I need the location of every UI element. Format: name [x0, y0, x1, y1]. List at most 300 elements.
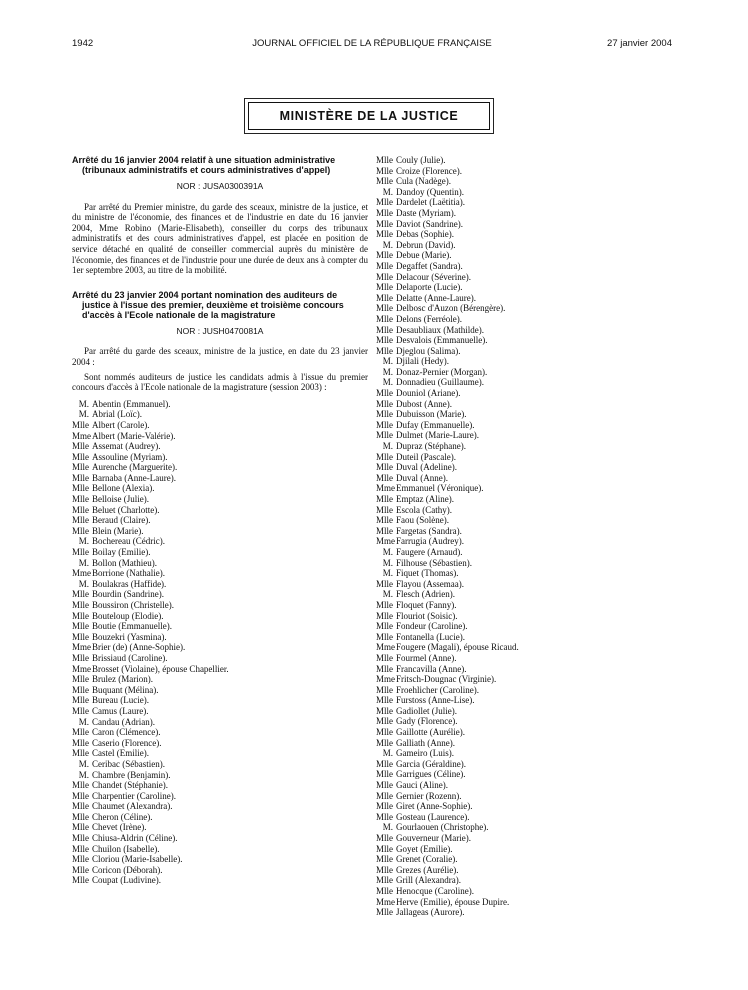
list-item — [72, 642, 368, 653]
civility: M. — [382, 822, 393, 833]
person-name: Delaporte (Lucie). — [396, 282, 463, 293]
list-item — [72, 526, 368, 537]
civility: Mlle — [376, 430, 393, 441]
civility: Mlle — [376, 790, 393, 801]
list-item — [72, 611, 368, 622]
list-item — [376, 589, 666, 600]
civility: Mlle — [72, 780, 89, 791]
person-name: Caron (Clémence). — [92, 727, 161, 738]
civility: Mlle — [72, 652, 89, 663]
civility: Mlle — [376, 610, 393, 621]
list-item — [72, 579, 368, 590]
person-name: Goyet (Emilie). — [396, 843, 453, 854]
civility: Mlle — [376, 684, 393, 695]
person-name: Fougere (Magali), épouse Ricaud. — [396, 642, 519, 653]
list-item — [72, 854, 368, 865]
civility: Mlle — [72, 494, 89, 505]
person-name: Escola (Cathy). — [396, 504, 452, 515]
person-name: Fargetas (Sandra). — [396, 525, 462, 536]
person-name: Delons (Ferréole). — [396, 313, 462, 324]
civility: Mlle — [376, 260, 393, 271]
person-name: Delatte (Anne-Laure). — [396, 292, 476, 303]
person-name: Albert (Carole). — [92, 419, 150, 430]
person-name: Castel (Emilie). — [92, 748, 149, 759]
person-name: Degaffet (Sandra). — [396, 260, 463, 271]
person-name: Djeglou (Salima). — [396, 345, 461, 356]
list-item — [376, 695, 666, 706]
person-name: Desaubliaux (Mathilde). — [396, 324, 484, 335]
names-list-right — [376, 155, 666, 918]
article1-body: Par arrêté du Premier ministre, du garde des sceaux, ministre de la justice, et du ministre de l'économie, des finances et de l'industrie en date du 16 janvier 2004, Mme Robino (Marie-Elisabeth), conseiller du corps des tribunaux administratifs et des cours administratives d'appel, est placée en position de service détaché en qualité de conseiller commercial auprès du ministère de l'économie, des finances et de l'industrie pour une durée de deux ans à compter du 1er septembre 2003, au titre de la mobilité. — [72, 201, 368, 276]
civility: Mme — [72, 568, 91, 579]
person-name: Cheron (Céline). — [92, 811, 153, 822]
civility: Mlle — [376, 885, 393, 896]
person-name: Garcia (Géraldine). — [396, 758, 466, 769]
list-item — [376, 430, 666, 441]
civility: M. — [382, 366, 393, 377]
person-name: Grezes (Aurélie). — [396, 864, 459, 875]
civility: Mlle — [72, 833, 89, 844]
list-item — [72, 727, 368, 738]
civility: Mme — [376, 536, 395, 547]
civility: Mlle — [376, 451, 393, 462]
article1-title: Arrêté du 16 janvier 2004 relatif à une situation administrative (tribunaux administratifs et cours administratives d'appel) — [72, 155, 336, 175]
page-header — [72, 38, 672, 52]
civility: Mlle — [376, 864, 393, 875]
civility: Mlle — [72, 790, 89, 801]
person-name: Dufay (Emmanuelle). — [396, 419, 475, 430]
civility: M. — [382, 568, 393, 579]
person-name: Donnadieu (Guillaume). — [396, 377, 484, 388]
left-column — [72, 155, 368, 886]
civility: Mlle — [72, 705, 89, 716]
person-name: Coupat (Ludivine). — [92, 875, 161, 886]
civility: Mlle — [376, 345, 393, 356]
person-name: Borrione (Nathalie). — [92, 568, 165, 579]
list-item — [72, 780, 368, 791]
list-item — [376, 536, 666, 547]
civility: M. — [78, 758, 89, 769]
person-name: Flayou (Assemaa). — [396, 578, 464, 589]
list-item — [72, 844, 368, 855]
list-item — [376, 611, 666, 622]
person-name: Camus (Laure). — [92, 705, 149, 716]
list-item — [376, 526, 666, 537]
civility: Mlle — [376, 854, 393, 865]
person-name: Candau (Adrian). — [92, 716, 155, 727]
person-name: Bollon (Mathieu). — [92, 557, 157, 568]
right-column — [376, 155, 666, 918]
person-name: Couly (Julie). — [396, 155, 446, 165]
civility: M. — [382, 748, 393, 759]
civility: Mlle — [376, 229, 393, 240]
civility: Mlle — [376, 631, 393, 642]
list-item — [72, 770, 368, 781]
civility: M. — [78, 578, 89, 589]
civility: Mlle — [72, 875, 89, 886]
person-name: Galliath (Anne). — [396, 737, 455, 748]
list-item — [376, 229, 666, 240]
list-item — [72, 875, 368, 886]
person-name: Emmanuel (Véronique). — [396, 483, 484, 494]
person-name: Chambre (Benjamin). — [92, 769, 171, 780]
civility: Mlle — [376, 271, 393, 282]
article2-nor: NOR : JUSH0470081A — [176, 325, 264, 336]
person-name: Donaz-Pernier (Morgan). — [396, 366, 488, 377]
person-name: Aurenche (Marguerite). — [92, 462, 178, 473]
person-name: Daste (Myriam). — [396, 207, 456, 218]
list-item — [376, 187, 666, 198]
person-name: Chandet (Stéphanie). — [92, 780, 168, 791]
person-name: Duteil (Pascale). — [396, 451, 456, 462]
civility: Mlle — [376, 780, 393, 791]
list-item — [376, 420, 666, 431]
list-item — [72, 409, 368, 420]
person-name: Assemat (Audrey). — [92, 441, 161, 452]
list-item — [376, 547, 666, 558]
list-item — [376, 250, 666, 261]
person-name: Faugere (Arnaud). — [396, 546, 463, 557]
list-item — [376, 176, 666, 187]
article1-nor: NOR : JUSA0300391A — [176, 181, 264, 191]
list-item — [72, 748, 368, 759]
person-name: Faou (Solène). — [396, 515, 449, 526]
person-name: Delacour (Séverine). — [396, 271, 471, 282]
person-name: Brulez (Marion). — [92, 674, 153, 685]
person-name: Debrun (David). — [396, 239, 456, 250]
civility: Mlle — [72, 695, 89, 706]
list-item — [72, 473, 368, 484]
list-item — [72, 494, 368, 505]
civility: Mlle — [72, 600, 89, 610]
person-name: Henocque (Caroline). — [396, 885, 474, 896]
list-item — [376, 812, 666, 823]
list-item — [72, 505, 368, 516]
list-item — [376, 685, 666, 696]
list-item — [72, 685, 368, 696]
list-item — [376, 558, 666, 569]
civility: Mlle — [72, 801, 89, 812]
person-name: Albert (Marie-Valérie). — [92, 430, 176, 441]
person-name: Dubost (Anne). — [396, 398, 452, 409]
person-name: Garrigues (Céline). — [396, 769, 466, 780]
civility: Mlle — [376, 833, 393, 843]
list-item — [376, 632, 666, 643]
person-name: Gady (Florence). — [396, 716, 458, 727]
article2-body2: Sont nommés auditeurs de justice les candidats admis à l'issue du premier concours d'accès à l'Ecole nationale de la magistrature (session 2003) : — [72, 371, 368, 393]
civility: Mme — [376, 896, 395, 907]
civility: Mlle — [72, 610, 89, 621]
ministry-title-box — [244, 98, 494, 134]
list-item — [376, 452, 666, 463]
person-name: Boutie (Emmanuelle). — [92, 621, 172, 632]
civility: Mlle — [72, 589, 89, 600]
list-item — [376, 706, 666, 717]
civility: Mme — [72, 663, 91, 674]
list-item — [376, 759, 666, 770]
list-item — [376, 483, 666, 494]
ministry-title-frame — [248, 102, 490, 130]
person-name: Charpentier (Caroline). — [92, 790, 176, 801]
person-name: Dubuisson (Marie). — [396, 409, 467, 420]
civility: Mlle — [376, 599, 393, 610]
list-item — [376, 822, 666, 833]
list-item — [376, 399, 666, 410]
civility: Mlle — [376, 758, 393, 769]
list-item — [376, 367, 666, 378]
issue-date: 27 janvier 2004 — [607, 38, 672, 49]
civility: Mlle — [376, 621, 393, 632]
person-name: Froehlicher (Caroline). — [396, 684, 479, 695]
person-name: Delbosc d'Auzon (Bérengère). — [396, 303, 506, 314]
list-item — [376, 621, 666, 632]
civility: Mlle — [376, 494, 393, 504]
list-item — [376, 833, 666, 844]
list-item — [376, 293, 666, 304]
civility: M. — [78, 769, 89, 780]
civility: Mlle — [376, 409, 393, 420]
list-item — [72, 558, 368, 569]
person-name: Boulakras (Haffide). — [92, 578, 167, 589]
person-name: Grill (Alexandra). — [396, 875, 461, 886]
person-name: Chuilon (Isabelle). — [92, 843, 160, 854]
list-item — [72, 536, 368, 547]
list-item — [72, 812, 368, 823]
civility: Mlle — [72, 811, 89, 822]
civility: Mlle — [72, 483, 89, 494]
person-name: Brosset (Violaine), épouse Chapellier. — [92, 663, 229, 674]
list-item — [376, 780, 666, 791]
civility: Mlle — [72, 631, 89, 642]
civility: Mlle — [72, 451, 89, 462]
list-item — [72, 653, 368, 664]
civility: Mlle — [376, 843, 393, 854]
list-item — [72, 664, 368, 675]
person-name: Buquant (Mélina). — [92, 684, 159, 695]
person-name: Ceribac (Sébastien). — [92, 758, 165, 769]
civility: Mme — [376, 483, 395, 494]
civility: Mlle — [72, 504, 89, 515]
person-name: Djilali (Hedy). — [396, 356, 449, 367]
person-name: Gadiollet (Julie). — [396, 705, 457, 716]
civility: Mlle — [376, 769, 393, 780]
civility: M. — [78, 536, 89, 547]
person-name: Belloise (Julie). — [92, 494, 149, 505]
person-name: Blein (Marie). — [92, 525, 144, 536]
person-name: Giret (Anne-Sophie). — [396, 801, 473, 812]
list-item — [376, 356, 666, 367]
civility: M. — [78, 409, 89, 420]
person-name: Gernier (Rozenn). — [396, 790, 462, 801]
list-item — [376, 653, 666, 664]
civility: Mlle — [376, 303, 393, 314]
civility: Mlle — [376, 504, 393, 515]
list-item — [72, 738, 368, 749]
list-item — [376, 664, 666, 675]
list-item — [376, 579, 666, 590]
list-item — [376, 727, 666, 738]
list-item — [376, 303, 666, 314]
list-item — [376, 844, 666, 855]
person-name: Dulmet (Marie-Laure). — [396, 430, 479, 441]
list-item — [376, 473, 666, 484]
list-item — [376, 875, 666, 886]
list-item — [376, 642, 666, 653]
list-item — [376, 886, 666, 897]
civility: Mlle — [376, 419, 393, 430]
civility: Mlle — [376, 292, 393, 303]
person-name: Caserio (Florence). — [92, 737, 162, 748]
civility: Mlle — [376, 388, 393, 399]
civility: Mlle — [376, 165, 393, 176]
civility: Mlle — [376, 207, 393, 218]
list-item — [376, 568, 666, 579]
civility: Mlle — [72, 684, 89, 695]
list-item — [72, 706, 368, 717]
civility: M. — [382, 377, 393, 388]
list-item — [72, 441, 368, 452]
civility: Mlle — [376, 176, 393, 187]
person-name: Beraud (Claire). — [92, 515, 151, 526]
page-number: 1942 — [72, 38, 94, 49]
civility: M. — [382, 441, 393, 452]
civility: Mlle — [376, 324, 393, 335]
list-item — [376, 197, 666, 208]
civility: Mlle — [376, 250, 393, 261]
person-name: Croize (Florence). — [396, 165, 462, 176]
person-name: Chiusa-Aldrin (Céline). — [92, 833, 178, 844]
list-item — [376, 462, 666, 473]
person-name: Grenet (Coralie). — [396, 854, 458, 865]
civility: Mlle — [72, 737, 89, 748]
list-item — [376, 494, 666, 505]
civility: Mlle — [376, 875, 393, 886]
civility: Mlle — [72, 515, 89, 526]
list-item — [376, 441, 666, 452]
civility: Mlle — [376, 282, 393, 293]
list-item — [376, 716, 666, 727]
civility: Mlle — [376, 652, 393, 663]
list-item — [376, 600, 666, 611]
list-item — [72, 600, 368, 611]
list-item — [72, 791, 368, 802]
person-name: Gaillotte (Aurélie). — [396, 727, 465, 738]
civility: Mlle — [72, 525, 89, 536]
list-item — [376, 208, 666, 219]
civility: Mlle — [376, 525, 393, 536]
civility: Mlle — [72, 822, 89, 833]
person-name: Emptaz (Aline). — [396, 494, 454, 504]
list-item — [376, 219, 666, 230]
list-item — [376, 282, 666, 293]
person-name: Gosteau (Laurence). — [396, 811, 470, 822]
civility: M. — [382, 186, 393, 197]
civility: Mlle — [376, 472, 393, 483]
list-item — [72, 695, 368, 706]
person-name: Fontanella (Lucie). — [396, 631, 465, 642]
list-item — [72, 822, 368, 833]
person-name: Boilay (Emilie). — [92, 547, 151, 558]
civility: Mlle — [72, 864, 89, 875]
person-name: Brissiaud (Caroline). — [92, 652, 168, 663]
list-item — [376, 674, 666, 685]
list-item — [376, 377, 666, 388]
list-item — [376, 769, 666, 780]
list-item — [376, 314, 666, 325]
person-name: Abrial (Loïc). — [92, 409, 142, 420]
civility: Mlle — [376, 737, 393, 748]
person-name: Fritsch-Dougnac (Virginie). — [396, 674, 497, 685]
person-name: Fondeur (Caroline). — [396, 621, 468, 632]
article2-body1: Par arrêté du garde des sceaux, ministre de la justice, en date du 23 janvier 2004 : — [72, 346, 368, 367]
person-name: Bureau (Lucie). — [92, 695, 149, 706]
person-name: Debue (Marie). — [396, 250, 452, 261]
person-name: Douniol (Ariane). — [396, 388, 461, 399]
list-item — [376, 801, 666, 812]
civility: Mlle — [376, 811, 393, 822]
person-name: Coricon (Déborah). — [92, 864, 163, 875]
person-name: Filhouse (Sébastien). — [396, 557, 472, 568]
person-name: Bourdin (Sandrine). — [92, 589, 164, 600]
list-item — [376, 907, 666, 918]
person-name: Furstoss (Anne-Lise). — [396, 695, 475, 706]
list-item — [72, 589, 368, 600]
civility: Mlle — [72, 748, 89, 759]
person-name: Bouteloup (Elodie). — [92, 610, 164, 621]
civility: Mlle — [72, 843, 89, 854]
list-item — [376, 738, 666, 749]
person-name: Daviot (Sandrine). — [396, 218, 463, 229]
person-name: Floquet (Fanny). — [396, 599, 457, 610]
civility: M. — [382, 589, 393, 600]
civility: Mlle — [376, 578, 393, 589]
person-name: Dandoy (Quentin). — [396, 186, 464, 197]
list-item — [376, 791, 666, 802]
list-item — [376, 897, 666, 908]
person-name: Abentin (Emmanuel). — [92, 398, 171, 409]
civility: M. — [78, 557, 89, 568]
civility: M. — [382, 356, 393, 367]
list-item — [376, 155, 666, 166]
person-name: Flouriot (Soisic). — [396, 610, 458, 621]
list-item — [376, 505, 666, 516]
civility: Mlle — [72, 854, 89, 865]
civility: Mlle — [376, 515, 393, 526]
list-item — [376, 854, 666, 865]
person-name: Francavilla (Anne). — [396, 663, 467, 674]
person-name: Bellone (Alexia). — [92, 483, 155, 494]
civility: Mlle — [72, 727, 89, 738]
list-item — [376, 272, 666, 283]
list-item — [376, 166, 666, 177]
list-item — [72, 462, 368, 473]
list-item — [376, 335, 666, 346]
civility: Mlle — [376, 663, 393, 674]
civility: Mme — [72, 642, 91, 653]
list-item — [72, 483, 368, 494]
list-item — [376, 865, 666, 876]
person-name: Jallageas (Aurore). — [396, 907, 465, 918]
person-name: Assouline (Myriam). — [92, 451, 168, 462]
list-item — [72, 717, 368, 728]
person-name: Gameiro (Luis). — [396, 748, 454, 759]
person-name: Desvalois (Emmanuelle). — [396, 335, 488, 346]
civility: Mlle — [376, 695, 393, 706]
list-item — [72, 568, 368, 579]
list-item — [72, 420, 368, 431]
civility: Mlle — [376, 313, 393, 324]
person-name: Farrugia (Audrey). — [396, 536, 464, 547]
